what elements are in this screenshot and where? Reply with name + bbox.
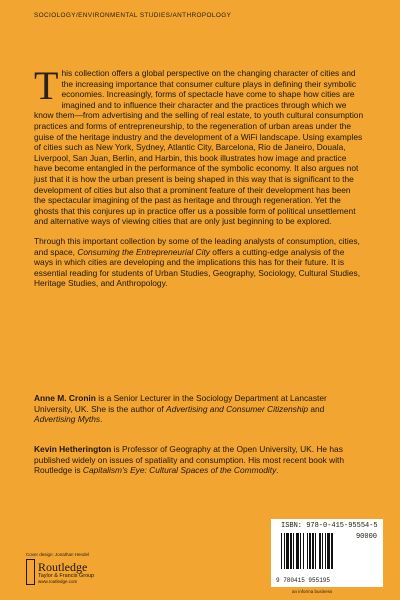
informa-imprint: an informa business (292, 589, 333, 594)
barcode-bar (319, 533, 321, 569)
barcode-bar (312, 533, 314, 569)
barcode-bar (293, 533, 294, 569)
back-cover-blurb (34, 63, 364, 298)
bio-text: . (100, 414, 103, 425)
publisher-row (26, 559, 94, 585)
barcode-number: 9 780415 955195 (276, 577, 331, 584)
blurb-text-1: his collection offers a global perspective on the changing character of cities and the increasing importance that consumer culture plays in defining their symbolic economies. Increasingly, forms of spectacle have come to shape how cities are imagined and to influence their character and the practices through which we know them—from advertising and the selling of real estate, to youth cultural consumption practices and forms of entrepreneurship, to the regeneration of urban areas under the guise of the heritage industry and the development of a WiFi landscape. Using examples of cities such as New York, Sydney, Atlantic City, Barcelona, Rio de Janeiro, Douala, Liverpool, San Juan, Berlin, and Harbin, this book illustrates how image and practice have become entangled in the performance of the symbolic economy. It also argues not just that it is how the urban present is being shaped in this way that is significant to the development of cities but also that a prominent feature of their development has been the spectacular imagining of the past as heritage and through regeneration. Yet the ghosts that this conjures up in practice offer us a possible form of political unsettlement and alternative ways of viewing cities that are only just beginning to be explored. (34, 68, 364, 227)
barcode-icon (281, 533, 349, 573)
bio-book-title: Capitalism's Eye: Cultural Spaces of the Commodity (82, 465, 277, 476)
blurb-paragraph-1 (34, 63, 364, 227)
author-name: Anne M. Cronin (34, 393, 96, 403)
barcode-bar (286, 533, 289, 569)
blurb-text-2b: offers a cutting-edge analysis of the ways in which cities are developing and the implications this has for their future. It is essential reading for students of Urban Studies, Geography, Sociology, Cultural Studies, Heritage Studies, and Anthropology. (34, 246, 361, 289)
bio-text: is Professor of Geography at the Open University, UK. He has published widely on issues of spatiality and consumption. His most recent book with Routledge is (34, 444, 345, 476)
barcode-bar (327, 533, 330, 569)
bio-book-title: Advertising and Consumer Citizenship (166, 403, 309, 414)
book-title: Consuming the Entrepreneurial City (77, 246, 210, 257)
barcode-bar (307, 533, 308, 569)
barcode-bar (300, 533, 301, 569)
barcode-bar (315, 533, 316, 569)
barcode-bar (303, 533, 304, 569)
barcode-bar (331, 533, 333, 569)
barcode-bar (284, 533, 285, 569)
author-name: Kevin Hetherington (34, 444, 112, 454)
cover-credit: Cover design: Jonathan Hendel (26, 552, 90, 557)
publisher-name: Routledge (38, 559, 88, 574)
barcode-bar (290, 533, 292, 569)
blurb-paragraph-2 (34, 236, 364, 289)
blurb-text-2a: Through this important collection by some of the leading analysts of consumption, cities, and space, (34, 235, 360, 257)
publisher-block (26, 552, 94, 585)
publisher-group: Taylor & Francis Group (38, 572, 95, 579)
routledge-logo-icon (26, 559, 35, 585)
barcode-bar (322, 533, 323, 569)
bio-text: and (308, 403, 325, 414)
bio-text: . (276, 465, 279, 476)
author-bio-hetherington (34, 444, 364, 476)
subject-category: SOCIOLOGY/ENVIRONMENTAL STUDIES/ANTHROPOLOGY (34, 12, 232, 19)
barcode-box (271, 519, 383, 587)
barcode-bar (281, 533, 282, 569)
bio-book-title: Advertising Myths (34, 414, 101, 425)
author-bio-cronin (34, 393, 364, 425)
publisher-url: www.routledge.com (38, 578, 78, 584)
isbn-text: ISBN: 978-0-415-95554-5 (281, 522, 378, 530)
barcode-bar (296, 533, 299, 569)
publisher-text (38, 561, 94, 584)
price-code: 90000 (355, 533, 377, 541)
barcode-bar (309, 533, 311, 569)
barcode-bar (325, 533, 326, 569)
drop-cap: T (34, 63, 59, 108)
bio-text: is a Senior Lecturer in the Sociology Department at Lancaster University, UK. She is the author of (34, 393, 327, 414)
